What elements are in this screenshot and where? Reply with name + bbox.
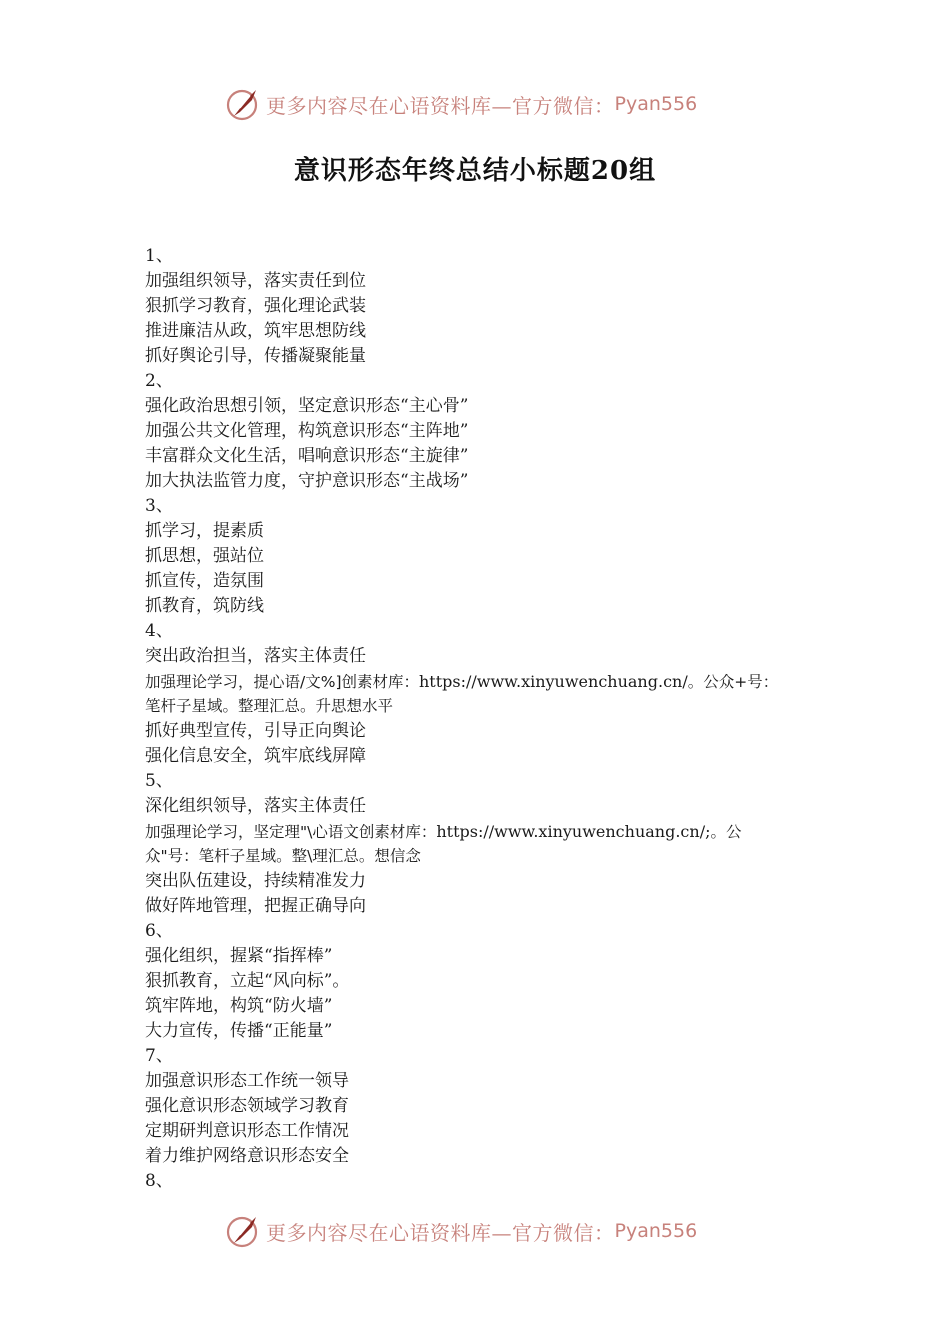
line-suffix: 。公	[710, 823, 742, 841]
text-line: 筑牢阵地，构筑“防火墙”	[145, 996, 333, 1016]
footer-banner	[226, 1211, 697, 1251]
text-line: 推进廉洁从政，筑牢思想防线	[145, 321, 366, 341]
text-line: 做好阵地管理，把握正确导向	[145, 896, 366, 916]
text-line: 强化组织，握紧“指挥棒”	[145, 946, 333, 966]
text-line: 定期研判意识形态工作情况	[145, 1121, 349, 1141]
quill-logo-icon	[226, 86, 262, 122]
text-line: 强化信息安全，筑牢底线屏障	[145, 746, 366, 766]
text-line: 狠抓学习教育，强化理论武装	[145, 296, 366, 316]
text-line: 强化意识形态领域学习教育	[145, 1096, 349, 1116]
text-line: 5、	[145, 771, 173, 791]
text-line: 2、	[145, 371, 173, 391]
line-prefix: 加强理论学习，提心语/文%]创素材库：	[145, 673, 419, 691]
text-line: 突出政治担当，落实主体责任	[145, 646, 366, 666]
document-body	[145, 244, 825, 1194]
text-line: 3、	[145, 496, 173, 516]
text-line: 7、	[145, 1046, 173, 1066]
page-title: 意识形态年终总结小标题20组	[293, 156, 657, 186]
text-line: 着力维护网络意识形态安全	[145, 1146, 349, 1166]
text-line: 抓好典型宣传，引导正向舆论	[145, 721, 366, 741]
banner-wechat-id: Pyan556	[614, 1220, 698, 1242]
text-line: 加大执法监管力度，守护意识形态“主战场”	[145, 471, 469, 491]
text-line: 抓思想，强站位	[145, 546, 264, 566]
banner-text: 更多内容尽在心语资料库—官方微信：	[266, 93, 615, 118]
line-suffix: 。公众+号：	[687, 673, 779, 691]
text-line: 8、	[145, 1171, 173, 1191]
text-line	[145, 819, 825, 844]
text-line: 加强组织领导，落实责任到位	[145, 271, 366, 291]
text-line: 突出队伍建设，持续精准发力	[145, 871, 366, 891]
text-line: 抓教育，筑防线	[145, 596, 264, 616]
text-line: 强化政治思想引领，坚定意识形态“主心骨”	[145, 396, 469, 416]
text-line: 笔杆子星域。整理汇总。升思想水平	[145, 697, 394, 715]
text-line: 众"号：笔杆子星域。整\理汇总。想信念	[145, 847, 421, 865]
quill-logo-icon	[226, 1213, 262, 1249]
text-line: 4、	[145, 621, 173, 641]
text-line: 抓宣传，造氛围	[145, 571, 264, 591]
banner-text: 更多内容尽在心语资料库—官方微信：	[266, 1220, 615, 1245]
line-url: https://www.xinyuwenchuang.cn/;	[436, 822, 711, 841]
text-line: 1、	[145, 246, 173, 266]
text-line: 抓好舆论引导，传播凝聚能量	[145, 346, 366, 366]
text-line	[145, 669, 825, 694]
text-line: 狠抓教育，立起“风向标”。	[145, 971, 350, 991]
text-line: 丰富群众文化生活，唱响意识形态“主旋律”	[145, 446, 469, 466]
text-line: 深化组织领导，落实主体责任	[145, 796, 366, 816]
line-prefix: 加强理论学习，坚定理"\心语文创素材库：	[145, 823, 437, 841]
header-banner	[226, 84, 697, 124]
text-line: 抓学习，提素质	[145, 521, 264, 541]
text-line: 6、	[145, 921, 173, 941]
text-line: 加强公共文化管理，构筑意识形态“主阵地”	[145, 421, 469, 441]
text-line: 加强意识形态工作统一领导	[145, 1071, 349, 1091]
banner-wechat-id: Pyan556	[614, 93, 698, 115]
text-line: 大力宣传，传播“正能量”	[145, 1021, 333, 1041]
line-url: https://www.xinyuwenchuang.cn/	[419, 672, 688, 691]
